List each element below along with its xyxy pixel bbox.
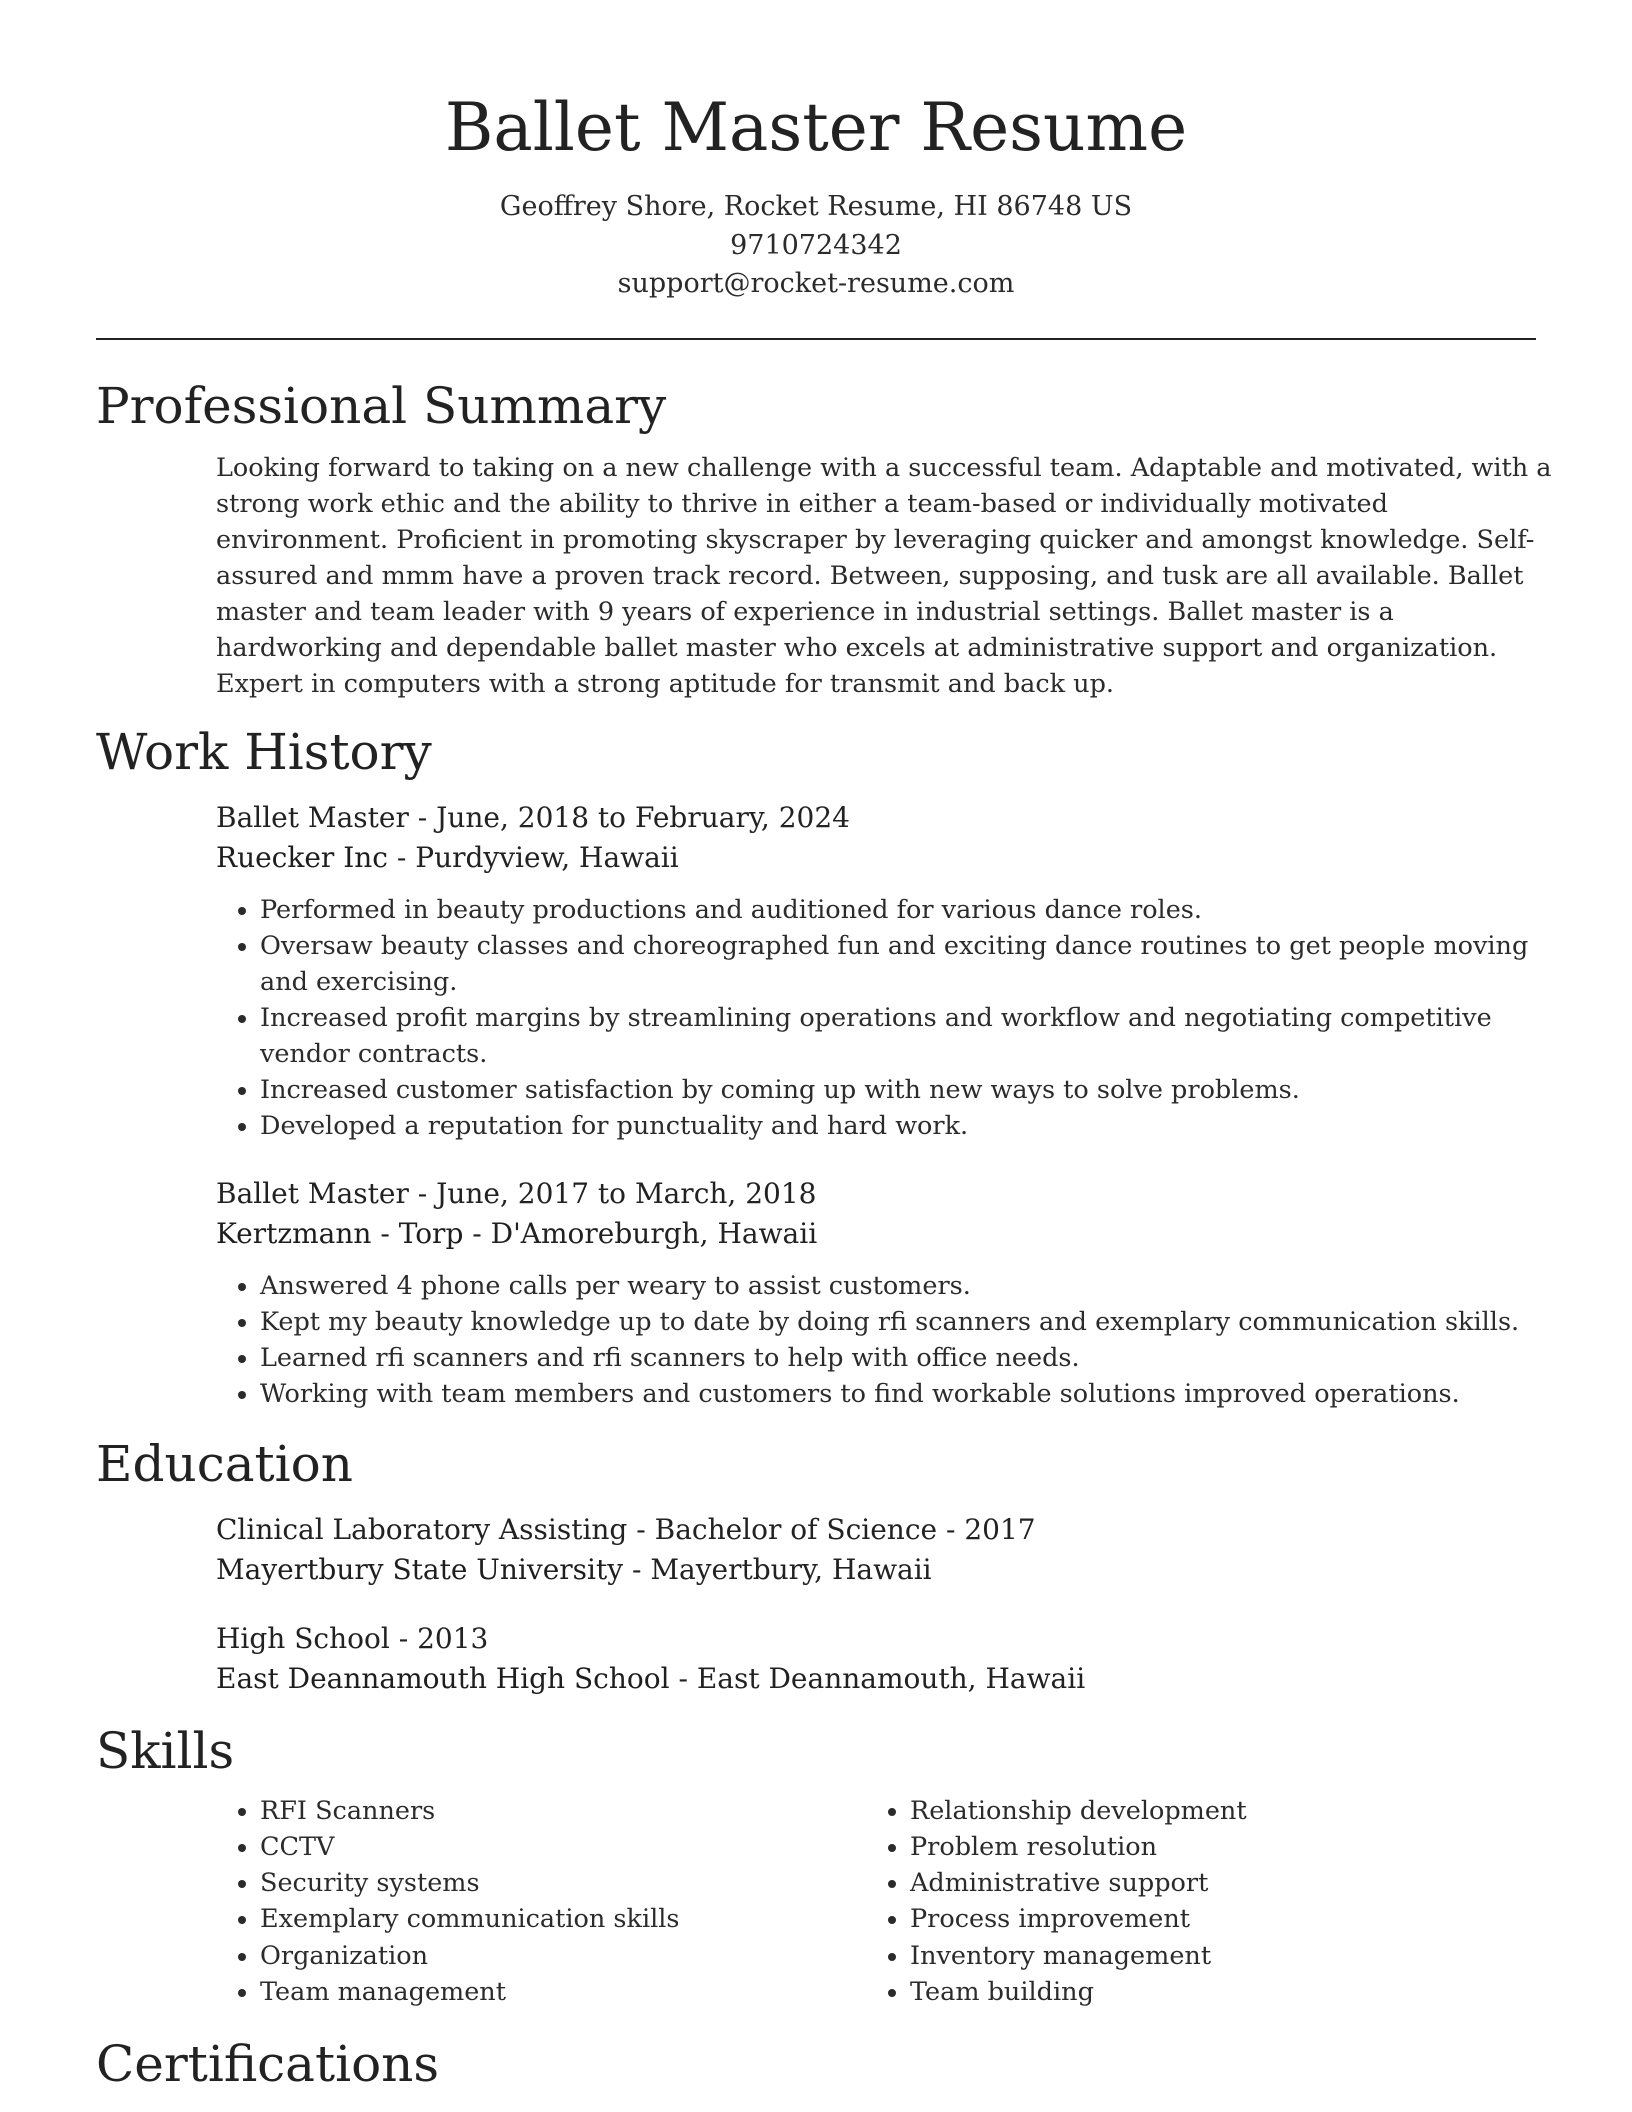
list-item: • Relationship development xyxy=(910,1793,1516,1829)
education-school: Mayertbury State University xyxy=(216,1552,624,1586)
job-company-line: Kertzmann - Torp - D'Amoreburgh, Hawaii xyxy=(216,1216,818,1250)
contact-address: Geoffrey Shore, Rocket Resume, HI 86748 US xyxy=(499,191,1133,222)
job-location: Purdyview, Hawaii xyxy=(415,840,679,874)
summary-text: Looking forward to taking on a new challenge with a successful team. Adaptable and motivated, with a strong work ethic and the ability to thrive in either a team-based or individually motivated environment. Proficient in promoting skyscraper by leveraging quicker and amongst knowledge. Self-assured and mmm have a proven track record. Between, supposing, and tusk are all available. Ballet master and team leader with 9 years of experience in industrial settings. Ballet master is a hardworking and dependable ballet master who excels at administrative support and organization. Expert in computers with a strong aptitude for transmit and back up. xyxy=(216,452,1552,699)
resume-title: Ballet Master Resume xyxy=(444,89,1188,166)
education-degree: Bachelor of Science xyxy=(654,1512,938,1546)
job-duties-list xyxy=(216,1268,1536,1412)
certifications-heading: Certifications xyxy=(96,2035,440,2094)
list-item: • Performed in beauty productions and auditioned for various dance roles. xyxy=(260,892,1536,928)
education-school: East Deannamouth High School xyxy=(216,1661,670,1695)
list-item: • Developed a reputation for punctuality and hard work. xyxy=(260,1108,1536,1144)
skills-heading: Skills xyxy=(96,1721,235,1780)
list-item: • Answered 4 phone calls per weary to assist customers. xyxy=(260,1268,1536,1304)
job-entry xyxy=(216,1174,1536,1254)
skills-column-right xyxy=(866,1793,1516,2011)
header-divider xyxy=(96,338,1536,340)
job-title-line: Ballet Master - June, 2017 to March, 2018 xyxy=(216,1176,817,1210)
contact-email: support@rocket-resume.com xyxy=(617,268,1015,299)
resume-page xyxy=(96,0,1552,2094)
job-company: Kertzmann - Torp xyxy=(216,1216,464,1250)
job-entry xyxy=(216,798,1536,878)
contact-phone: 9710724342 xyxy=(730,229,902,261)
education-heading: Education xyxy=(96,1434,353,1493)
job-company-line: Ruecker Inc - Purdyview, Hawaii xyxy=(216,840,679,874)
job-title: Ballet Master xyxy=(216,800,409,834)
summary-heading: Professional Summary xyxy=(96,376,667,435)
contact-block xyxy=(96,188,1536,304)
list-item: • Problem resolution xyxy=(910,1829,1516,1865)
skills-list xyxy=(216,1793,1536,2011)
list-item: • Team management xyxy=(260,1974,866,2010)
education-year: 2013 xyxy=(417,1621,489,1655)
education-field: Clinical Laboratory Assisting xyxy=(216,1512,628,1546)
job-duties-list xyxy=(216,892,1536,1144)
education-location: Mayertbury, Hawaii xyxy=(650,1552,932,1586)
list-item: • Administrative support xyxy=(910,1865,1516,1901)
work-history-heading: Work History xyxy=(96,722,432,781)
education-year: 2017 xyxy=(964,1512,1036,1546)
list-item: • Process improvement xyxy=(910,1901,1516,1937)
list-item: • Learned rfi scanners and rfi scanners to help with office needs. xyxy=(260,1340,1536,1376)
list-item: • Increased customer satisfaction by coming up with new ways to solve problems. xyxy=(260,1072,1536,1108)
job-title-line: Ballet Master - June, 2018 to February, 2024 xyxy=(216,800,850,834)
list-item: • Working with team members and customers to find workable solutions improved operations. xyxy=(260,1376,1536,1412)
education-field: High School xyxy=(216,1621,390,1655)
education-location: East Deannamouth, Hawaii xyxy=(696,1661,1086,1695)
list-item: • Team building xyxy=(910,1974,1516,2010)
job-dates: June, 2017 to March, 2018 xyxy=(436,1176,817,1210)
job-company: Ruecker Inc xyxy=(216,840,388,874)
education-school-line: Mayertbury State University - Mayertbury, Hawaii xyxy=(216,1552,932,1586)
list-item: • RFI Scanners xyxy=(260,1793,866,1829)
education-degree-line: High School - 2013 xyxy=(216,1621,489,1655)
list-item: • Security systems xyxy=(260,1865,866,1901)
list-item: • Exemplary communication skills xyxy=(260,1901,866,1937)
job-title: Ballet Master xyxy=(216,1176,409,1210)
list-item: • Inventory management xyxy=(910,1938,1516,1974)
education-degree-line: Clinical Laboratory Assisting - Bachelor of Science - 2017 xyxy=(216,1512,1036,1546)
job-dates: June, 2018 to February, 2024 xyxy=(436,800,850,834)
list-item: • Increased profit margins by streamlining operations and workflow and negotiating competitive vendor contracts. xyxy=(260,1000,1536,1072)
list-item: • CCTV xyxy=(260,1829,866,1865)
list-item: • Organization xyxy=(260,1938,866,1974)
list-item: • Kept my beauty knowledge up to date by doing rfi scanners and exemplary communication skills. xyxy=(260,1304,1536,1340)
education-school-line: East Deannamouth High School - East Deannamouth, Hawaii xyxy=(216,1661,1086,1695)
list-item: • Oversaw beauty classes and choreographed fun and exciting dance routines to get people moving and exercising. xyxy=(260,928,1536,1000)
education-entry xyxy=(216,1619,1536,1699)
skills-column-left xyxy=(216,1793,866,2011)
job-location: D'Amoreburgh, Hawaii xyxy=(490,1216,818,1250)
education-entry xyxy=(216,1510,1536,1590)
